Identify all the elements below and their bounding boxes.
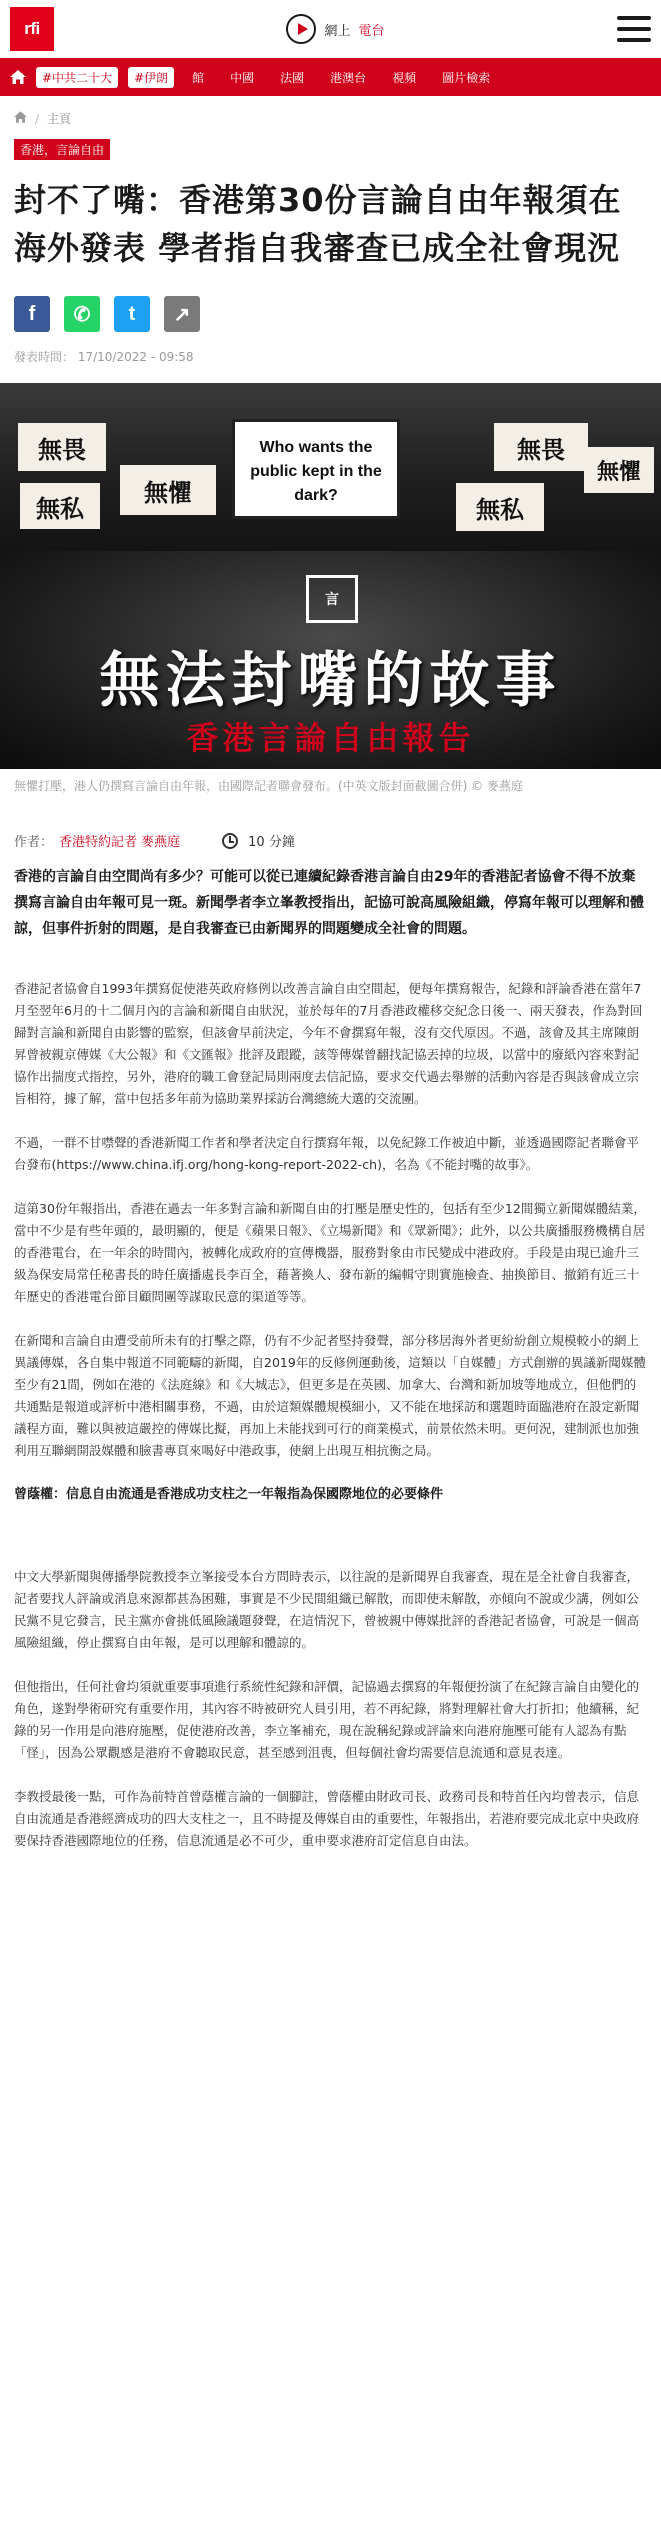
publish-time: 發表時間： 17/10/2022 - 09:58 (14, 350, 194, 364)
share-bar (0, 272, 661, 332)
article-paragraph: 李教授最後一點，可作為前特首曾蔭權言論的一個腳註，曾蔭權由財政司長、政務司長和特首任內均曾表示，信息自由流通是香港經濟成功的四大支柱之一，且不時提及傳媒自由的重要性，年報指出，若港府要完成北京中央政府要保持香港國際地位的任務，信息流通是必不可少，重申要求港府訂定信息自由法。 (14, 1789, 640, 1848)
whatsapp-share-icon[interactable]: ✆ (64, 296, 100, 332)
breadcrumb-home-icon[interactable] (14, 111, 27, 126)
article-paragraph: 中文大學新聞與傳播學院教授李立峯接受本台方問時表示，以往說的是新聞界自我審查，現在是全社會自我審查，記者要找人評論或消息來源都甚為困難，事實是不少民間組織已解散，而即使未解散，亦傾向不說或少講，例如公民黨不見它發言，民主黨亦會挑低風險議題發聲，在這情況下，曾被親中傳媒批評的香港記者協會，可說是一個高風險組織，停止撰寫自由年報，是可以理解和體諒的。 (14, 1569, 640, 1650)
facebook-share-icon[interactable]: f (14, 296, 50, 332)
protest-sign: Who wants the public kept in the dark? (232, 419, 400, 519)
play-icon (286, 14, 316, 44)
nav-link-china[interactable]: 中國 (230, 70, 255, 85)
placard: 無私 (20, 483, 100, 529)
article-paragraph: 不過，一群不甘噤聲的香港新聞工作者和學者決定自行撰寫年報，以免紀錄工作被迫中斷，並透過國際記者聯會平台發布(https://www.china.ifj.org/hong-kong-report-2022-ch)，名為《不能封嘴的故事》。 (14, 1135, 640, 1172)
nav-link-france[interactable]: 法國 (280, 70, 305, 85)
category-badge[interactable]: 香港，言論自由 (14, 139, 110, 160)
article-subheading: 曾蔭權：信息自由流通是香港成功支柱之一年報指為保國際地位的必要條件 (14, 1487, 444, 1502)
article-paragraph: 香港記者協會自1993年撰寫促使港英政府修例以改善言論自由空間起，便每年撰寫報告，紀錄和評論香港在當年7月至翌年6月的十二個月內的言論和新聞自由狀況，並於每年的7月香港政權移交紀念日後一、兩天發表，作為對回歸對言論和新聞自由影響的監察，但該會早前決定，今年不會撰寫年報，沒有交代原因。不過，該會及其主席陳朗昇曾被親京傳媒《大公報》和《文匯報》批評及跟蹤，該等傳媒曾翻找記協丟掉的垃圾，以當中的廢紙內容來對記協作出揣度式指控，另外，港府的職工會登記局則兩度去信記協，要求交代過去舉辦的活動內容是否與該會成立宗旨相符，據了解，當中包括多年前为協助業界採訪台灣總統大選的交流團。 (14, 981, 643, 1106)
image-caption: 無懼打壓，港人仍撰寫言論自由年報，由國際記者聯會發布。(中英文版封面截圖合併) © 麥燕庭 (14, 779, 523, 793)
author-link[interactable]: 香港特約記者 麥燕庭 (59, 835, 181, 850)
article-body (0, 942, 661, 1852)
article-paragraph: 在新聞和言論自由遭受前所未有的打擊之際，仍有不少記者堅持發聲，部分移居海外者更紛紛創立規模較小的網上異議傳媒，各自集中報道不同範疇的新聞，自2019年的反修例運動後，這類以「自媒體」方式創辦的異議新聞媒體至少有21間，例如在港的《法庭線》和《大城志》，但更多是在英國、加拿大、台灣和新加坡等地成立，但他們的共通點是報道或評析中港相關事務，不過，由於這類媒體規模細小，又不能在地採訪和選題時面臨港府在設定新聞議程方面，難以與被這嚴控的傳媒比擬，再加上未能找到可行的商業模式，前景依然未明。更何況，建制派也加強利用互聯網開設媒體和臉書專頁來喝好中港政事，使網上出現互相抗衡之局。 (14, 1333, 646, 1458)
breadcrumb-separator: / (35, 111, 40, 126)
nav-link-hk-macau-taiwan[interactable]: 港澳台 (330, 70, 367, 85)
breadcrumb-home-link[interactable]: 主頁 (47, 112, 72, 126)
nav-link-photo-search[interactable]: 圖片檢索 (442, 70, 491, 85)
main-nav (0, 58, 661, 96)
placard: 無懼 (120, 465, 216, 515)
cover-headline: 無法封嘴的故事 (99, 646, 562, 716)
placard: 無私 (456, 483, 544, 531)
cover-logo: 言 (306, 575, 358, 623)
nav-link-hall[interactable]: 館 (192, 70, 205, 85)
nav-tag-20th-congress[interactable]: #中共二十大 (36, 67, 118, 88)
clock-icon (222, 833, 238, 849)
top-bar (0, 0, 661, 58)
live-label: 網上 (324, 23, 351, 39)
article-lead: 香港的言論自由空間尚有多少？可能可以從已連續紀錄香港言論自由29年的香港記者協會不得不放棄撰寫言論自由年報可見一斑。新聞學者李立峯教授指出，記協可說高風險組織，停寫年報可以理解和體諒，但事件折射的問題，是自我審查已由新聞界的問題變成全社會的問題。 (14, 869, 644, 937)
placard: 無懼 (584, 447, 654, 493)
read-time: 10 分鐘 (248, 835, 295, 850)
live-station-label: 電台 (358, 23, 385, 39)
nav-tag-iran[interactable]: #伊朗 (128, 67, 174, 88)
article-title: 封不了嘴：香港第30份言論自由年報須在海外發表 學者指自我審查已成全社會現況 (14, 181, 622, 267)
twitter-share-icon[interactable]: t (114, 296, 150, 332)
home-icon[interactable] (10, 70, 26, 84)
article-paragraph: 這第30份年報指出，香港在過去一年多對言論和新聞自由的打壓是歷史性的，包括有至少12間獨立新聞媒體結業，當中不少是有些年頭的，最明顯的，便是《蘋果日報》、《立場新聞》和《眾新聞》；此外，以公共廣播服務機構自居的香港電台，在一年余的時間內，被轉化成政府的宣傳機器，服務對象由市民變成中港政府。手段是由現已逾升三級為保安局常任秘書長的時任廣播處長李百全，藉著換人、發布新的編輯守則實施檢查、抽換節目、撤銷有近三十年歷史的香港電台節目顧問團等謀取民意的渠道等等。 (14, 1201, 646, 1304)
placard: 無畏 (18, 423, 106, 471)
placard: 無畏 (494, 423, 588, 471)
hero-image (0, 383, 661, 769)
nav-link-video[interactable]: 視頻 (392, 70, 417, 85)
share-more-icon[interactable]: ↗ (164, 296, 200, 332)
byline (0, 795, 661, 850)
cover-subheadline: 香港言論自由報告 (186, 719, 475, 757)
live-radio-button[interactable] (286, 14, 384, 44)
byline-prefix: 作者： (14, 835, 54, 850)
menu-icon[interactable] (617, 16, 651, 42)
rfi-logo[interactable]: rfi (10, 7, 54, 51)
article-paragraph: 但他指出，任何社會均須就重要事項進行系統性紀錄和評價，記協過去撰寫的年報便扮演了在紀錄言論自由變化的角色，遂對學術研究有重要作用，其內容不時被研究人員引用，若不再紀錄，將對理解社會大打折扣；他續稱，紀錄的另一作用是向港府施壓，促使港府改善，李立峯補充，現在說稱紀錄或評論來向港府施壓可能有人認為有點「怪」，因為公眾觀感是港府不會聽取民意，甚至感到沮喪，但每個社會均需要信息流通和意見表達。 (14, 1679, 640, 1760)
breadcrumb (0, 96, 661, 133)
